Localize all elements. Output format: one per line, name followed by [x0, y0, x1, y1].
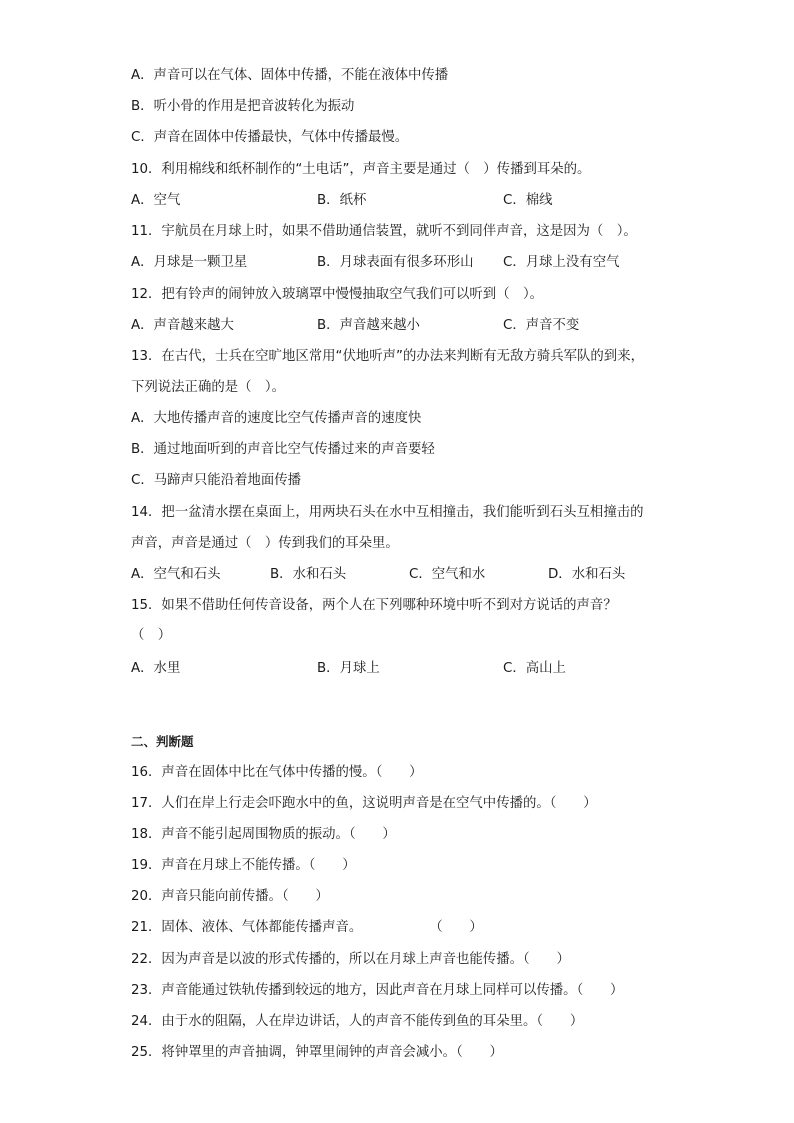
q15-option-b: B．月球上 — [317, 661, 380, 676]
q11-stem: 11．宇航员在月球上时，如果不借助通信装置，就听不到同伴声音，这是因为（ ）。 — [131, 224, 637, 239]
section-title-judgement: 二、判断题 — [131, 734, 194, 749]
q15-option-a: A．水里 — [131, 661, 181, 676]
judge-item-19: 19．声音在月球上不能传播。（ ） — [131, 858, 356, 873]
q14-option-c: C．空气和水 — [409, 567, 486, 582]
q13-option-b: B．通过地面听到的声音比空气传播过来的声音要轻 — [131, 442, 435, 457]
judge-item-18: 18．声音不能引起周围物质的振动。（ ） — [131, 827, 396, 842]
q12-stem: 12．把有铃声的闹钟放入玻璃罩中慢慢抽取空气我们可以听到（ ）。 — [131, 287, 544, 302]
q9-option-c: C．声音在固体中传播最快，气体中传播最慢。 — [131, 130, 409, 145]
judge-item-21: 21．固体、液体、气体都能传播声音。 （ ） — [131, 920, 483, 935]
q14-option-a: A．空气和石头 — [131, 567, 221, 582]
q9-option-b: B．听小骨的作用是把音波转化为振动 — [131, 99, 355, 114]
judge-item-20: 20．声音只能向前传播。（ ） — [131, 889, 329, 904]
q13-option-c: C．马蹄声只能沿着地面传播 — [131, 473, 302, 488]
judge-item-16: 16．声音在固体中比在气体中传播的慢。（ ） — [131, 765, 423, 780]
q9-option-a: A．声音可以在气体、固体中传播，不能在液体中传播 — [131, 68, 449, 83]
q12-option-b: B．声音越来越小 — [317, 318, 420, 333]
judge-item-25: 25．将钟罩里的声音抽调，钟罩里闹钟的声音会减小。（ ） — [131, 1045, 503, 1060]
q12-option-a: A．声音越来越大 — [131, 318, 234, 333]
q11-option-c: C．月球上没有空气 — [503, 255, 620, 270]
q13-stem-line2: 下列说法正确的是（ ）。 — [131, 380, 285, 395]
judge-item-24: 24．由于水的阻隔，人在岸边讲话，人的声音不能传到鱼的耳朵里。（ ） — [131, 1014, 584, 1029]
q10-option-a: A．空气 — [131, 193, 181, 208]
q12-option-c: C．声音不变 — [503, 318, 580, 333]
q14-option-d: D．水和石头 — [548, 567, 626, 582]
q11-option-b: B．月球表面有很多环形山 — [317, 255, 474, 270]
judge-item-23: 23．声音能通过铁轨传播到较远的地方，因此声音在月球上同样可以传播。（ ） — [131, 983, 624, 998]
q14-stem-line1: 14．把一盆清水摆在桌面上，用两块石头在水中互相撞击，我们能听到石头互相撞击的 — [131, 505, 644, 520]
q14-stem-line2: 声音，声音是通过（ ）传到我们的耳朵里。 — [131, 536, 399, 551]
q15-answer-blank: （ ） — [131, 628, 172, 643]
q13-stem-line1: 13．在古代，士兵在空旷地区常用“伏地听声”的办法来判断有无敌方骑兵军队的到来， — [131, 349, 644, 364]
judge-item-17: 17．人们在岸上行走会吓跑水中的鱼，这说明声音是在空气中传播的。（ ） — [131, 796, 597, 811]
q15-option-c: C．高山上 — [503, 661, 566, 676]
q15-stem-line1: 15．如果不借助任何传音设备，两个人在下列哪种环境中听不到对方说话的声音？ — [131, 598, 617, 613]
q10-option-c: C．棉线 — [503, 193, 553, 208]
q13-option-a: A．大地传播声音的速度比空气传播声音的速度快 — [131, 411, 422, 426]
q11-option-a: A．月球是一颗卫星 — [131, 255, 248, 270]
q10-option-b: B．纸杯 — [317, 193, 367, 208]
q10-stem: 10．利用棉线和纸杯制作的“土电话”，声音主要是通过（ ）传播到耳朵的。 — [131, 162, 591, 177]
q14-option-b: B．水和石头 — [270, 567, 347, 582]
judge-item-22: 22．因为声音是以波的形式传播的，所以在月球上声音也能传播。（ ） — [131, 952, 570, 967]
